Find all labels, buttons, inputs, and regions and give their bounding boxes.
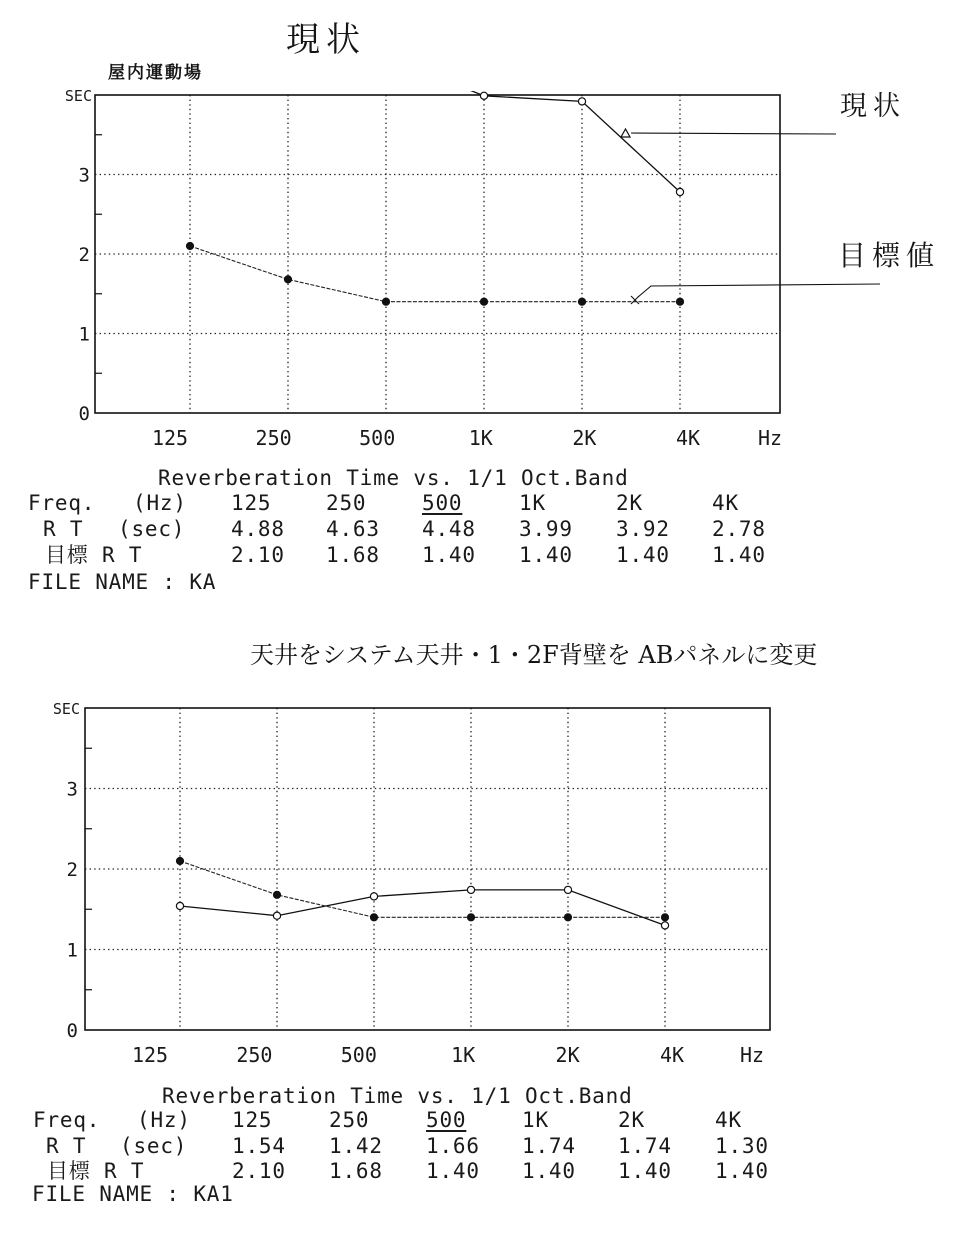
- rt-value-cell: 3.92: [616, 517, 670, 541]
- y-tick-label: 0: [78, 403, 90, 425]
- rt-value-cell: 1.74: [522, 1134, 576, 1158]
- y-tick-label: 1: [66, 939, 78, 962]
- plot-frame: [95, 95, 780, 413]
- pointer-x-marker: [631, 296, 639, 304]
- series-2: [176, 857, 668, 921]
- data-point: [370, 893, 377, 900]
- series-1: [190, 25, 684, 196]
- freq-value-cell: 125: [231, 491, 272, 515]
- x-tick-label: 2K: [572, 426, 597, 450]
- rt-value-cell: 4.48: [422, 517, 476, 541]
- freq-value-cell: 125: [232, 1108, 273, 1132]
- freq-unit: (Hz): [133, 491, 187, 515]
- x-tick-label: 2K: [555, 1043, 580, 1067]
- freq-value-cell: 250: [329, 1108, 370, 1132]
- table-title: Reverberation Time vs. 1/1 Oct.Band: [162, 1084, 633, 1108]
- x-tick-label: 4K: [675, 426, 701, 450]
- rt-value-cell: 1.40: [712, 543, 766, 567]
- freq-value-cell: 4K: [712, 491, 739, 515]
- freq-label: Freq.: [28, 491, 96, 515]
- rt-value-cell: 1.40: [422, 543, 476, 567]
- data-point: [467, 886, 474, 893]
- chart-2: [53, 700, 770, 1067]
- plot-frame: [85, 708, 770, 1030]
- x-tick-label: 500: [359, 426, 396, 450]
- pointer-triangle-marker: [621, 129, 630, 137]
- rt-value-cell: 1.40: [616, 543, 670, 567]
- freq-value-cell: 4K: [715, 1108, 742, 1132]
- data-point: [176, 902, 183, 909]
- heading-renovation: 天井をシステム天井・1・2F背壁を ABパネルに変更: [250, 641, 818, 669]
- series-label-target: 目標値: [838, 239, 941, 272]
- series-1: [176, 886, 668, 929]
- rt-value-cell: 2.10: [232, 1159, 286, 1183]
- row-unit: (sec): [118, 517, 186, 541]
- x-tick-label: 250: [236, 1043, 273, 1067]
- rt-value-cell: 1.40: [618, 1159, 672, 1183]
- data-point: [480, 298, 487, 305]
- rt-value-cell: 1.30: [715, 1134, 769, 1158]
- series-line: [180, 890, 665, 926]
- rt-value-cell: 1.68: [326, 543, 380, 567]
- row-unit: (sec): [120, 1134, 188, 1158]
- pointer-leader-line: [638, 284, 880, 297]
- pointer-leader-line: [631, 133, 836, 134]
- row-label: R T: [43, 517, 84, 541]
- x-tick-label: 500: [340, 1043, 377, 1067]
- row-label: R T: [46, 1134, 87, 1158]
- chart-1-location-label: 屋内運動場: [108, 63, 203, 83]
- data-point: [480, 92, 487, 99]
- x-tick-label: 125: [131, 1043, 169, 1067]
- x-tick-label: 250: [255, 426, 292, 450]
- y-tick-label: 2: [78, 244, 90, 266]
- rt-value-cell: 1.40: [426, 1159, 480, 1183]
- data-point: [273, 891, 280, 898]
- rt-value-cell: 1.40: [715, 1159, 769, 1183]
- rt-value-cell: 1.40: [522, 1159, 576, 1183]
- series-label-current: 現状: [840, 91, 906, 122]
- data-point: [467, 914, 474, 921]
- rt-value-cell: 1.66: [426, 1134, 480, 1158]
- data-point: [176, 857, 183, 864]
- rt-value-cell: 1.74: [618, 1134, 672, 1158]
- table-title: Reverberation Time vs. 1/1 Oct.Band: [158, 466, 629, 490]
- row-label: 目標 R T: [47, 1159, 145, 1183]
- x-axis-unit: Hz: [739, 1043, 765, 1067]
- data-point: [564, 886, 571, 893]
- rt-value-cell: 4.88: [231, 517, 285, 541]
- pointer-current-state: [621, 129, 836, 137]
- freq-label: Freq.: [33, 1108, 101, 1132]
- data-point: [578, 298, 585, 305]
- y-tick-label: 3: [78, 164, 90, 187]
- freq-value-cell: 2K: [618, 1108, 645, 1132]
- rt-value-cell: 1.68: [329, 1159, 383, 1183]
- freq-value-cell: 2K: [616, 491, 643, 515]
- data-point: [676, 298, 683, 305]
- rt-value-cell: 1.54: [232, 1134, 286, 1158]
- pointer-target-value: [631, 284, 880, 304]
- x-tick-label: 1K: [468, 426, 493, 450]
- freq-value-cell: 500: [426, 1108, 467, 1132]
- data-point: [284, 276, 291, 283]
- series-2: [186, 242, 683, 305]
- data-point: [564, 914, 571, 921]
- freq-unit: (Hz): [137, 1108, 191, 1132]
- data-point: [382, 298, 389, 305]
- y-tick-label: 3: [66, 778, 78, 801]
- data-point: [676, 188, 683, 195]
- data-point: [661, 914, 668, 921]
- y-axis-unit: SEC: [52, 700, 80, 718]
- chart-1: [65, 25, 782, 450]
- row-label: 目標 R T: [45, 543, 143, 567]
- freq-value-cell: 1K: [519, 491, 546, 515]
- data-point: [661, 922, 668, 929]
- file-name: FILE NAME : KA: [28, 570, 217, 594]
- rt-value-cell: 4.63: [326, 517, 380, 541]
- data-point: [273, 912, 280, 919]
- rt-value-cell: 2.78: [712, 517, 766, 541]
- x-tick-label: 1K: [451, 1043, 476, 1067]
- y-tick-label: 0: [66, 1020, 78, 1042]
- x-tick-label: 4K: [659, 1043, 685, 1067]
- heading-current-state: 現状: [286, 20, 366, 60]
- rt-value-cell: 2.10: [231, 543, 285, 567]
- series-line: [190, 25, 680, 192]
- freq-value-cell: 500: [422, 491, 463, 515]
- file-name: FILE NAME : KA1: [32, 1182, 234, 1206]
- x-axis-unit: Hz: [757, 426, 783, 450]
- freq-value-cell: 1K: [522, 1108, 549, 1132]
- data-point: [186, 242, 193, 249]
- rt-value-cell: 1.40: [519, 543, 573, 567]
- data-point: [370, 914, 377, 921]
- y-tick-label: 1: [78, 323, 90, 346]
- data-point: [578, 98, 585, 105]
- rt-value-cell: 3.99: [519, 517, 573, 541]
- x-tick-label: 125: [151, 426, 189, 450]
- rt-value-cell: 1.42: [329, 1134, 383, 1158]
- freq-value-cell: 250: [326, 491, 367, 515]
- y-tick-label: 2: [66, 859, 78, 881]
- y-axis-unit: SEC: [64, 87, 92, 105]
